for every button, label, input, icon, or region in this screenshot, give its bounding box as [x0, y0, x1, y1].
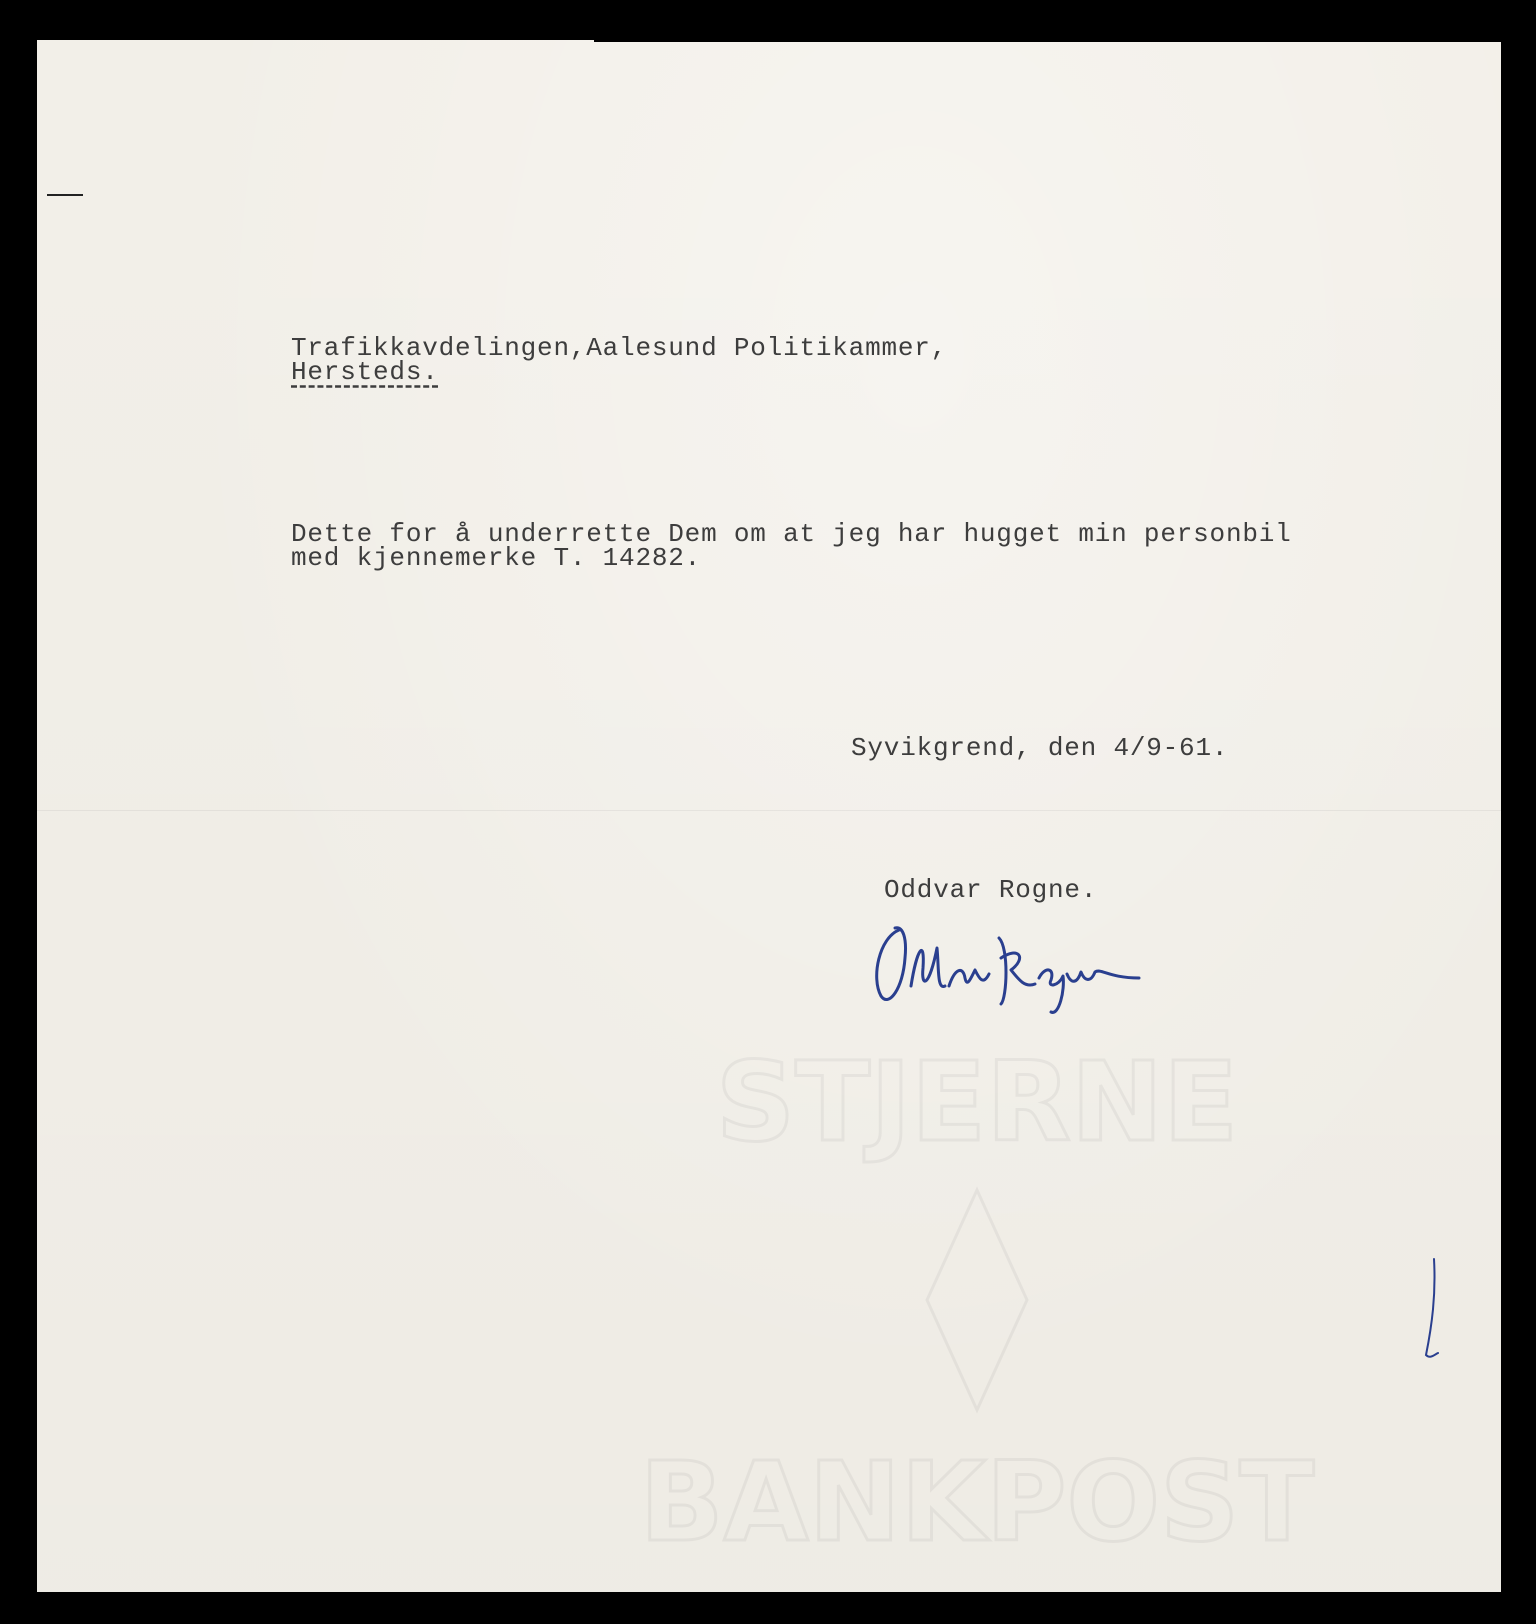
watermark-text-top: STJERNE — [715, 1038, 1239, 1166]
watermark-star-icon — [927, 1190, 1027, 1410]
margin-mark — [47, 194, 83, 196]
body-line-2: med kjennemerke T. 14282. — [291, 543, 702, 573]
letter-paper — [37, 40, 1501, 1592]
edge-pencil-mark — [1420, 1255, 1450, 1365]
fold-line — [37, 810, 1501, 811]
recipient-line-1: Trafikkavdelingen,Aalesund Politikammer, — [291, 333, 948, 363]
place-and-date: Syvikgrend, den 4/9-61. — [851, 733, 1229, 763]
typed-signature-name: Oddvar Rogne. — [884, 875, 1098, 905]
watermark — [597, 1020, 1357, 1580]
recipient-line-2: Hersteds. — [291, 357, 439, 387]
torn-top-edge — [594, 36, 1501, 42]
body-line-1: Dette for å underrette Dem om at jeg har hugget min personbil — [291, 519, 1292, 549]
handwritten-signature — [859, 908, 1159, 1018]
watermark-text-bottom: BANKPOST — [639, 1438, 1315, 1566]
